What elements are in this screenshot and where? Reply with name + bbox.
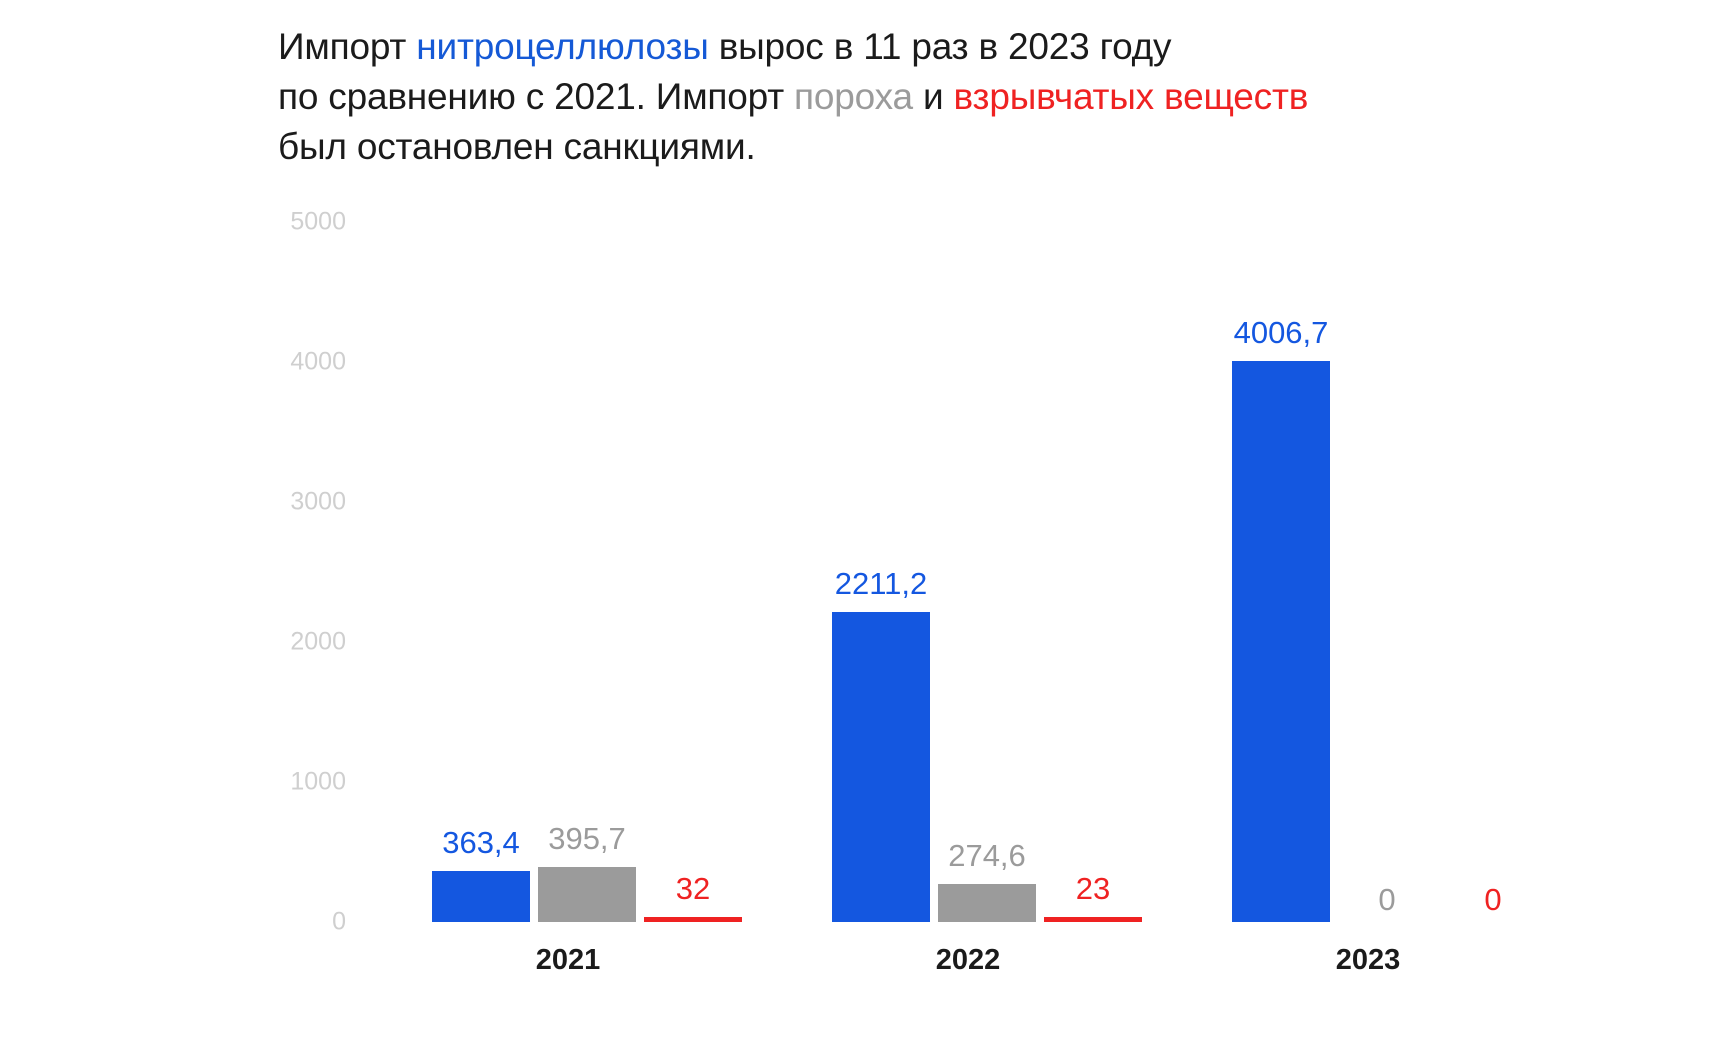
x-label-2021: 2021 <box>535 944 601 976</box>
bar-label-2021-explosives: 32 <box>675 871 711 906</box>
y-tick-0: 0 <box>332 907 346 936</box>
bar-group-2021 <box>408 222 728 976</box>
title-text-4: и <box>912 76 954 117</box>
plot-area <box>368 222 1502 976</box>
bar-group-2023 <box>1208 222 1528 976</box>
y-tick-1000: 1000 <box>290 767 346 796</box>
bar-groups <box>368 222 1502 976</box>
title-highlight-nitrocellulose: нитроцеллюлозы <box>416 26 709 67</box>
bar-label-2022-nitrocellulose: 2211,2 <box>834 566 928 601</box>
bar-label-2023-explosives: 0 <box>1484 882 1502 917</box>
bar-2022-gunpowder[interactable] <box>938 838 1036 922</box>
bar-chart <box>278 200 1502 976</box>
title-text-1: Импорт <box>278 26 417 67</box>
bar-label-2023-gunpowder: 0 <box>1378 882 1396 917</box>
x-label-2022: 2022 <box>935 944 1001 976</box>
title-highlight-gunpowder: пороха <box>794 76 913 117</box>
bar-group-2022 <box>808 222 1128 976</box>
title-highlight-explosives: взрывчатых веществ <box>953 76 1309 117</box>
bar-label-2022-explosives: 23 <box>1075 871 1111 906</box>
bar-2021-nitrocellulose[interactable] <box>432 825 530 922</box>
y-axis <box>278 200 364 942</box>
bar-label-2021-nitrocellulose: 363,4 <box>442 825 520 860</box>
bar-2023-nitrocellulose[interactable] <box>1232 315 1330 922</box>
y-tick-5000: 5000 <box>290 207 346 236</box>
bar-2022-nitrocellulose[interactable] <box>832 566 930 922</box>
y-tick-3000: 3000 <box>290 487 346 516</box>
bar-2021-explosives[interactable] <box>644 871 742 922</box>
y-tick-2000: 2000 <box>290 627 346 656</box>
y-tick-4000: 4000 <box>290 347 346 376</box>
title-text-5: был остановлен санкциями. <box>278 126 756 167</box>
title-text-3: по сравнению с 2021. Импорт <box>278 76 795 117</box>
bar-label-2021-gunpowder: 395,7 <box>548 821 626 856</box>
title-text-2: вырос в 11 раз в 2023 году <box>708 26 1172 67</box>
bar-2021-gunpowder[interactable] <box>538 821 636 922</box>
bar-label-2022-gunpowder: 274,6 <box>948 838 1026 873</box>
bar-label-2023-nitrocellulose: 4006,7 <box>1233 315 1329 350</box>
bar-2022-explosives[interactable] <box>1044 871 1142 922</box>
x-label-2023: 2023 <box>1335 944 1401 976</box>
chart-title <box>278 22 1478 172</box>
